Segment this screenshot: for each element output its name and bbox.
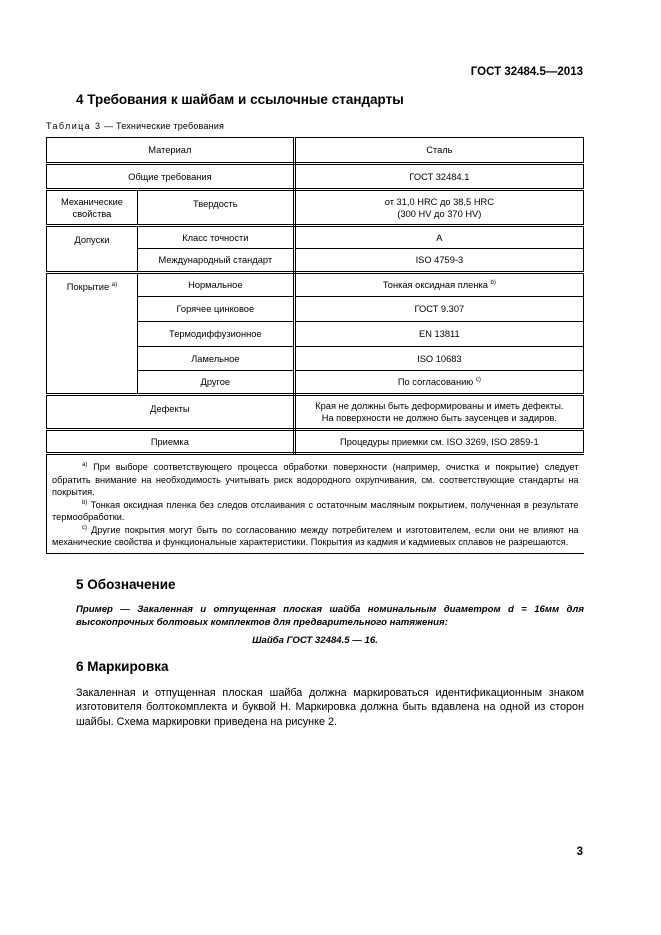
hardness-label: Твердость: [137, 190, 294, 226]
table-row: [47, 430, 584, 454]
accuracy-class-label: Класс точности: [137, 226, 294, 249]
section-4-title: 4 Требования к шайбам и ссылочные стандарты: [76, 92, 404, 107]
coating-group-label: Покрытие: [66, 282, 110, 292]
table-row: [47, 273, 584, 297]
table-row: [47, 454, 584, 554]
note-a-text: При выборе соответствующего процесса обработки поверхности (например, очистка и покрытие) следует обратить внимание на необходимость учитывать риск водородного охрупчивания, см. соответствующие стандарты на покрытия.: [52, 462, 579, 497]
mechanical-properties-group: Механические свойства: [47, 190, 138, 226]
coating-lamellar-value: ISO 10683: [294, 347, 583, 371]
table-caption-text: — Технические требования: [101, 121, 225, 131]
coating-thermodiffusion-value: EN 13811: [294, 322, 583, 347]
page-number: 3: [576, 846, 583, 858]
note-b-mark: b): [82, 499, 88, 506]
international-standard-value: ISO 4759-3: [294, 249, 583, 273]
acceptance-value: Процедуры приемки см. ISO 3269, ISO 2859-1: [294, 430, 583, 454]
note-b-text: Тонкая оксидная пленка без следов отслаивания с остаточным масляным покрытием, полученная в результате термообработки.: [52, 499, 579, 522]
defects-line-2: На поверхности не должно быть заусенцев и задиров.: [321, 413, 558, 423]
coating-other-text: По согласованию: [397, 377, 474, 387]
designation-value: Шайба ГОСТ 32484.5 — 16.: [252, 635, 378, 646]
coating-hot-zinc-value: ГОСТ 9.307: [294, 297, 583, 322]
table-row: [47, 226, 584, 249]
tolerances-group: Допуски: [47, 226, 138, 273]
hardness-value: [294, 190, 583, 226]
note-ref-a: a): [111, 282, 118, 288]
table-row: [47, 395, 584, 430]
note-c: [52, 524, 579, 549]
document-code: ГОСТ 32484.5—2013: [470, 66, 583, 78]
table-row: [47, 190, 584, 226]
section-5-title: 5 Обозначение: [76, 577, 176, 592]
material-label: Материал: [47, 138, 295, 164]
coating-normal-value: [294, 273, 583, 297]
note-a: [52, 461, 579, 499]
coating-lamellar-label: Ламельное: [137, 347, 294, 371]
note-b: [52, 499, 579, 524]
general-requirements-value: ГОСТ 32484.1: [294, 164, 583, 190]
marking-paragraph: Закаленная и отпущенная плоская шайба должна маркироваться идентификационным знаком изготовителя болтокомплекта и буквой Н. Маркировка должна быть вдавлена на одной из сторон шайбы. Схема маркировки приведена на рисунке 2.: [76, 687, 584, 728]
technical-requirements-table: [46, 137, 584, 554]
note-ref-b: b): [490, 280, 496, 286]
designation-example: Пример — Закаленная и отпущенная плоская шайба номинальным диаметром d = 16мм для высокопрочных болтовых комплектов для предварительного натяжения:: [76, 604, 584, 628]
defects-label: Дефекты: [47, 395, 295, 430]
table-caption: [46, 121, 224, 131]
note-c-text: Другие покрытия могут быть по согласованию между потребителем и изготовителем, если они не влияют на механические свойства и функциональные характеристики. Покрытия из кадмия и кадмиевых сплавов не разрешаются.: [52, 524, 579, 547]
material-value: Сталь: [294, 138, 583, 164]
table-row: [47, 164, 584, 190]
defects-line-1: Края не должны быть деформированы и иметь дефекты.: [315, 401, 564, 411]
coating-hot-zinc-label: Горячее цинковое: [137, 297, 294, 322]
coating-group: [47, 273, 138, 395]
international-standard-label: Международный стандарт: [137, 249, 294, 273]
coating-thermodiffusion-label: Термодиффузионное: [137, 322, 294, 347]
defects-value: [294, 395, 583, 430]
note-ref-c: c): [475, 377, 481, 383]
note-c-mark: c): [82, 524, 87, 531]
coating-normal-label: Нормальное: [137, 273, 294, 297]
hardness-hv: (300 HV до 370 HV): [397, 208, 482, 219]
section-6-title: 6 Маркировка: [76, 659, 169, 674]
note-a-mark: a): [82, 462, 88, 468]
hardness-hrc: от 31,0 HRC до 38,5 HRC: [384, 196, 494, 207]
table-caption-prefix: Таблица 3: [46, 121, 102, 131]
coating-other-label: Другое: [137, 371, 294, 395]
coating-other-value: [294, 371, 583, 395]
general-requirements-label: Общие требования: [47, 164, 295, 190]
table-notes: [47, 454, 584, 554]
coating-normal-text: Тонкая оксидная пленка: [382, 280, 488, 290]
acceptance-label: Приемка: [47, 430, 295, 454]
accuracy-class-value: А: [294, 226, 583, 249]
table-row: [47, 138, 584, 164]
